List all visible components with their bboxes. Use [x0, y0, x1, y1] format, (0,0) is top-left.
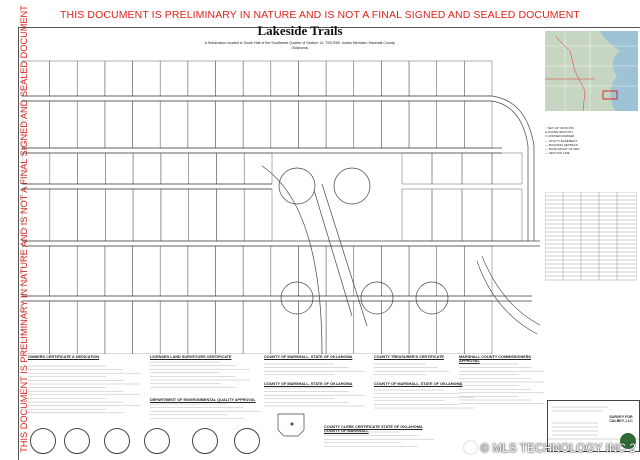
lot-parcel	[432, 189, 462, 241]
mls-watermark	[464, 441, 636, 455]
lot-parcel	[77, 246, 105, 296]
mls-logo-icon	[464, 441, 477, 454]
deq-approval-title: DEPARTMENT OF ENVIRONMENTAL QUALITY APPROVAL	[150, 398, 256, 402]
lot-parcel	[188, 301, 216, 354]
lot-parcel	[50, 301, 78, 354]
curve-table	[545, 192, 637, 282]
plat-drawing	[22, 56, 540, 354]
clerk-certificate-title: COUNTY CLERK CERTIFICATE STATE OF OKLAHOMA COUNTY OF MARSHALL	[324, 425, 423, 434]
lot-parcel	[216, 301, 244, 354]
lot-parcel	[381, 61, 409, 96]
lot-parcel	[402, 189, 432, 241]
lot-parcel	[22, 101, 50, 148]
lot-parcel	[161, 189, 189, 241]
lot-parcel	[243, 61, 271, 96]
lot-parcel	[326, 61, 354, 96]
lot-parcel	[105, 189, 133, 241]
owners-certificate-title: OWNERS CERTIFICATE & DEDICATION	[28, 355, 100, 359]
lot-parcel	[243, 246, 271, 296]
lot-parcel	[409, 101, 437, 148]
survey-for-label: SURVEY FOR CALBEY, LLC	[609, 415, 633, 424]
lot-parcel	[50, 101, 78, 148]
lot-parcel	[216, 61, 244, 96]
lot-parcel	[22, 61, 50, 96]
lot-parcel	[133, 153, 161, 184]
seal-stamp-5	[192, 428, 218, 454]
lot-parcel	[381, 301, 409, 354]
county-certificate-2-title: COUNTY OF MARSHALL, STATE OF OKLAHOMA	[264, 382, 353, 386]
lot-parcel	[299, 61, 327, 96]
lot-parcel	[77, 301, 105, 354]
lot-parcel	[105, 246, 133, 296]
lot-parcel	[492, 189, 522, 241]
lot-parcel	[437, 301, 465, 354]
lot-parcel	[271, 246, 299, 296]
lot-parcel	[271, 301, 299, 354]
lot-parcel	[326, 101, 354, 148]
lot-parcel	[133, 246, 161, 296]
lot-parcel	[105, 153, 133, 184]
lot-parcel	[22, 301, 50, 354]
seal-stamp-2	[64, 428, 90, 454]
lot-parcel	[271, 101, 299, 148]
lot-parcel	[409, 246, 437, 296]
lot-parcel	[244, 153, 272, 184]
lot-parcel	[432, 153, 462, 184]
lot-parcel	[22, 246, 50, 296]
lot-parcel	[133, 301, 161, 354]
preliminary-warning-side: THIS DOCUMENT IS PRELIMINARY IN NATURE AND IS NOT A FINAL SIGNED AND SEALED DOCUMENT	[19, 5, 29, 453]
lot-parcel	[462, 153, 492, 184]
lot-parcel	[462, 189, 492, 241]
lot-parcel	[216, 189, 244, 241]
lot-parcel	[160, 246, 188, 296]
commissioners-approval-title: MARSHALL COUNTY COMMISSIONERS APPROVAL	[459, 355, 532, 364]
lot-parcel	[22, 153, 50, 184]
lot-parcel	[188, 61, 216, 96]
lot-parcel	[160, 61, 188, 96]
lot-parcel	[244, 189, 272, 241]
lot-parcel	[105, 101, 133, 148]
seal-stamp-3	[104, 428, 130, 454]
county-outline-map	[276, 412, 306, 438]
lot-parcel	[22, 189, 50, 241]
lot-parcel	[437, 246, 465, 296]
lot-parcel	[78, 189, 106, 241]
lot-parcel	[216, 246, 244, 296]
lot-parcel	[216, 153, 244, 184]
lot-parcel	[160, 101, 188, 148]
lot-parcel	[189, 189, 217, 241]
lot-parcel	[354, 301, 382, 354]
lot-parcel	[50, 246, 78, 296]
lot-parcel	[189, 153, 217, 184]
vicinity-map	[545, 31, 638, 111]
lot-parcel	[492, 153, 522, 184]
lot-parcel	[381, 246, 409, 296]
preliminary-warning-banner: THIS DOCUMENT IS PRELIMINARY IN NATURE AND IS NOT A FINAL SIGNED AND SEALED DOCUMENT	[60, 9, 580, 21]
lot-parcel	[271, 61, 299, 96]
plat-legend: ○ SET 1/2" IRON PIN ● FOUND IRON PIN □ CORNER MARKER — UTILITY EASEMENT — BUILDING SETBACK — ROAD RIGHT OF WAY — SECTION LINE	[545, 126, 580, 156]
lot-parcel	[161, 153, 189, 184]
lot-parcel	[354, 61, 382, 96]
lot-parcel	[464, 246, 492, 296]
lot-parcel	[105, 301, 133, 354]
lot-parcel	[464, 61, 492, 96]
lot-parcel	[105, 61, 133, 96]
lot-parcel	[50, 189, 78, 241]
lot-parcel	[464, 101, 492, 148]
mls-watermark-text: © MLS TECHNOLOGY INC 2	[480, 443, 636, 455]
lot-parcel	[133, 189, 161, 241]
lot-parcel	[160, 301, 188, 354]
plat-subtitle: A Subdivision located in South Half of the Southwest Quarter of Section 13, T6S-R5E, Indian Meridian, Marshall County, Oklahoma.	[204, 41, 396, 50]
lot-parcel	[381, 101, 409, 148]
lot-parcel	[77, 61, 105, 96]
lot-parcel	[133, 61, 161, 96]
lot-parcel	[354, 101, 382, 148]
lot-parcel	[299, 101, 327, 148]
seal-stamp-6	[234, 428, 260, 454]
lot-parcel	[50, 61, 78, 96]
treasurer-certificate-title: COUNTY TREASURER'S CERTIFICATE	[374, 355, 444, 359]
lot-parcel	[243, 101, 271, 148]
lot-parcel	[77, 101, 105, 148]
county-certificate-3-title: COUNTY OF MARSHALL, STATE OF OKLAHOMA	[374, 382, 463, 386]
seal-stamp-1	[30, 428, 56, 454]
surveyor-certificate-title: LICENSED LAND SURVEYORS CERTIFICATE	[150, 355, 232, 359]
lot-parcel	[402, 153, 432, 184]
lot-parcel	[188, 246, 216, 296]
lot-parcel	[409, 61, 437, 96]
lot-parcel	[216, 101, 244, 148]
lot-parcel	[354, 246, 382, 296]
lot-parcel	[188, 101, 216, 148]
lot-parcel	[437, 101, 465, 148]
lot-parcel	[464, 301, 492, 354]
lot-parcel	[133, 101, 161, 148]
lot-parcel	[50, 153, 78, 184]
lot-parcel	[437, 61, 465, 96]
lot-parcel	[243, 301, 271, 354]
lot-parcel	[409, 301, 437, 354]
seal-stamp-4	[144, 428, 170, 454]
county-certificate-1-title: COUNTY OF MARSHALL, STATE OF OKLAHOMA	[264, 355, 353, 359]
lot-parcel	[78, 153, 106, 184]
plat-title: Lakeside Trails	[257, 23, 343, 38]
